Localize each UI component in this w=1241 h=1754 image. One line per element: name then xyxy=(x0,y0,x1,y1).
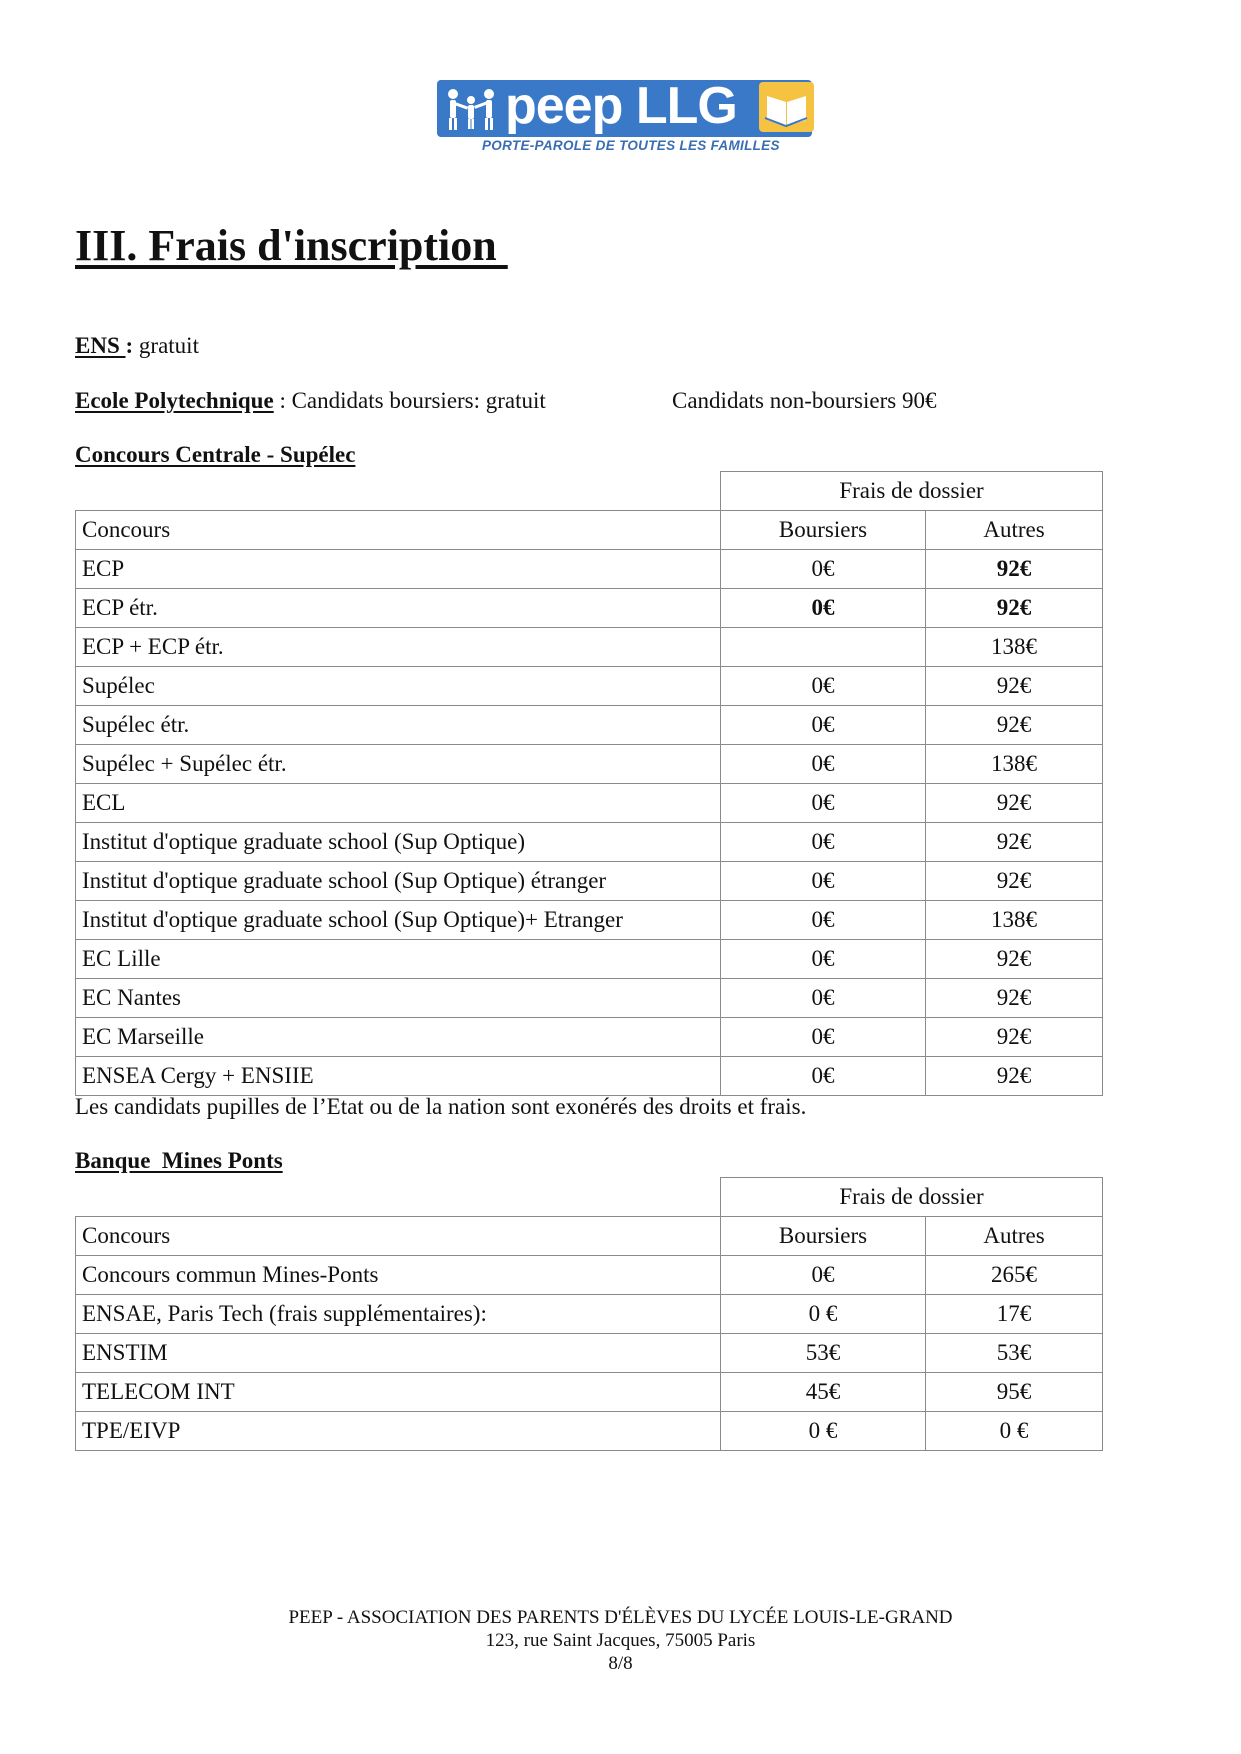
autres-fee: 53€ xyxy=(926,1334,1103,1373)
table-row xyxy=(76,745,1103,784)
column-header-autres: Autres xyxy=(926,511,1103,550)
table-row xyxy=(76,862,1103,901)
page-number: 8/8 xyxy=(608,1653,633,1674)
concours-name: ECP xyxy=(76,550,721,589)
frais-de-dossier-header: Frais de dossier xyxy=(721,472,1103,511)
centrale-heading: Concours Centrale - Supélec xyxy=(75,442,356,467)
autres-fee: 92€ xyxy=(926,550,1103,589)
boursiers-fee: 0€ xyxy=(721,784,926,823)
concours-name: TPE/EIVP xyxy=(76,1412,721,1451)
table-row xyxy=(76,706,1103,745)
boursiers-fee: 0€ xyxy=(721,1018,926,1057)
boursiers-fee: 0€ xyxy=(721,823,926,862)
table-header-row xyxy=(76,1217,1103,1256)
boursiers-fee: 0€ xyxy=(721,667,926,706)
boursiers-fee: 0€ xyxy=(721,1256,926,1295)
empty-cell xyxy=(76,1178,721,1217)
boursiers-fee: 0€ xyxy=(721,550,926,589)
column-header-concours: Concours xyxy=(76,1217,721,1256)
autres-fee: 138€ xyxy=(926,901,1103,940)
concours-name: ENSEA Cergy + ENSIIE xyxy=(76,1057,721,1096)
autres-fee: 265€ xyxy=(926,1256,1103,1295)
logo-wordmark: peep LLG xyxy=(505,77,737,135)
autres-fee: 92€ xyxy=(926,706,1103,745)
column-header-concours: Concours xyxy=(76,511,721,550)
table-row xyxy=(76,940,1103,979)
autres-fee: 0 € xyxy=(926,1412,1103,1451)
boursiers-fee: 0€ xyxy=(721,589,926,628)
concours-name: TELECOM INT xyxy=(76,1373,721,1412)
concours-name: Institut d'optique graduate school (Sup Optique) xyxy=(76,823,721,862)
polytechnique-non-boursiers: Candidats non-boursiers 90€ xyxy=(672,388,937,413)
book-icon xyxy=(759,82,814,132)
autres-fee: 92€ xyxy=(926,667,1103,706)
logo-tagline: PORTE-PAROLE DE TOUTES LES FAMILLES xyxy=(482,138,780,153)
boursiers-fee: 0 € xyxy=(721,1295,926,1334)
autres-fee: 138€ xyxy=(926,745,1103,784)
concours-name: EC Marseille xyxy=(76,1018,721,1057)
polytechnique-label: Ecole Polytechnique xyxy=(75,388,274,413)
boursiers-fee: 0€ xyxy=(721,706,926,745)
mines-heading: Banque Mines Ponts xyxy=(75,1148,283,1173)
mines-table xyxy=(75,1177,1103,1451)
concours-name: ENSTIM xyxy=(76,1334,721,1373)
table-row xyxy=(76,628,1103,667)
table-row xyxy=(76,1373,1103,1412)
concours-name: Institut d'optique graduate school (Sup Optique) étranger xyxy=(76,862,721,901)
peep-logo xyxy=(437,77,812,160)
boursiers-fee: 45€ xyxy=(721,1373,926,1412)
table-row xyxy=(76,1412,1103,1451)
autres-fee: 92€ xyxy=(926,862,1103,901)
ens-line xyxy=(75,333,199,359)
concours-name: ENSAE, Paris Tech (frais supplémentaires): xyxy=(76,1295,721,1334)
concours-name: Institut d'optique graduate school (Sup Optique)+ Etranger xyxy=(76,901,721,940)
table-row xyxy=(76,589,1103,628)
boursiers-fee: 0 € xyxy=(721,1412,926,1451)
autres-fee: 92€ xyxy=(926,979,1103,1018)
table-row xyxy=(76,667,1103,706)
concours-name: ECL xyxy=(76,784,721,823)
autres-fee: 138€ xyxy=(926,628,1103,667)
autres-fee: 92€ xyxy=(926,1018,1103,1057)
table-row xyxy=(76,784,1103,823)
table-row xyxy=(76,550,1103,589)
boursiers-fee xyxy=(721,628,926,667)
autres-fee: 17€ xyxy=(926,1295,1103,1334)
concours-name: Supélec + Supélec étr. xyxy=(76,745,721,784)
concours-name: Supélec xyxy=(76,667,721,706)
column-header-autres: Autres xyxy=(926,1217,1103,1256)
table-row xyxy=(76,1295,1103,1334)
logo-banner xyxy=(437,77,812,137)
table-row xyxy=(76,901,1103,940)
column-header-boursiers: Boursiers xyxy=(721,1217,926,1256)
autres-fee: 92€ xyxy=(926,784,1103,823)
concours-name: Supélec étr. xyxy=(76,706,721,745)
boursiers-fee: 0€ xyxy=(721,940,926,979)
table-row xyxy=(76,979,1103,1018)
autres-fee: 92€ xyxy=(926,1057,1103,1096)
pupilles-note: Les candidats pupilles de l’Etat ou de la nation sont exonérés des droits et frais. xyxy=(75,1094,807,1119)
concours-name: Concours commun Mines-Ponts xyxy=(76,1256,721,1295)
concours-name: EC Lille xyxy=(76,940,721,979)
autres-fee: 92€ xyxy=(926,823,1103,862)
table-group-header-row xyxy=(76,1178,1103,1217)
concours-name: ECP + ECP étr. xyxy=(76,628,721,667)
centrale-table xyxy=(75,471,1103,1096)
polytechnique-line xyxy=(75,388,1175,414)
concours-name: ECP étr. xyxy=(76,589,721,628)
boursiers-fee: 53€ xyxy=(721,1334,926,1373)
table-row xyxy=(76,1018,1103,1057)
column-header-boursiers: Boursiers xyxy=(721,511,926,550)
table-group-header-row xyxy=(76,472,1103,511)
boursiers-fee: 0€ xyxy=(721,745,926,784)
polytechnique-value: : Candidats boursiers: gratuit xyxy=(273,388,546,413)
boursiers-fee: 0€ xyxy=(721,862,926,901)
ens-separator: : xyxy=(125,333,134,358)
page-title: III. Frais d'inscription xyxy=(75,221,508,270)
footer-association: PEEP - ASSOCIATION DES PARENTS D'ÉLÈVES DU LYCÉE LOUIS-LE-GRAND xyxy=(288,1607,953,1628)
autres-fee: 95€ xyxy=(926,1373,1103,1412)
boursiers-fee: 0€ xyxy=(721,1057,926,1096)
frais-de-dossier-header: Frais de dossier xyxy=(721,1178,1103,1217)
ens-label: ENS xyxy=(75,333,126,358)
ens-value: gratuit xyxy=(133,333,199,358)
autres-fee: 92€ xyxy=(926,589,1103,628)
table-row xyxy=(76,1256,1103,1295)
table-header-row xyxy=(76,511,1103,550)
autres-fee: 92€ xyxy=(926,940,1103,979)
table-row xyxy=(76,1334,1103,1373)
empty-cell xyxy=(76,472,721,511)
family-icon xyxy=(443,86,505,132)
boursiers-fee: 0€ xyxy=(721,979,926,1018)
boursiers-fee: 0€ xyxy=(721,901,926,940)
concours-name: EC Nantes xyxy=(76,979,721,1018)
table-row xyxy=(76,1057,1103,1096)
table-row xyxy=(76,823,1103,862)
footer-address: 123, rue Saint Jacques, 75005 Paris xyxy=(485,1630,756,1651)
